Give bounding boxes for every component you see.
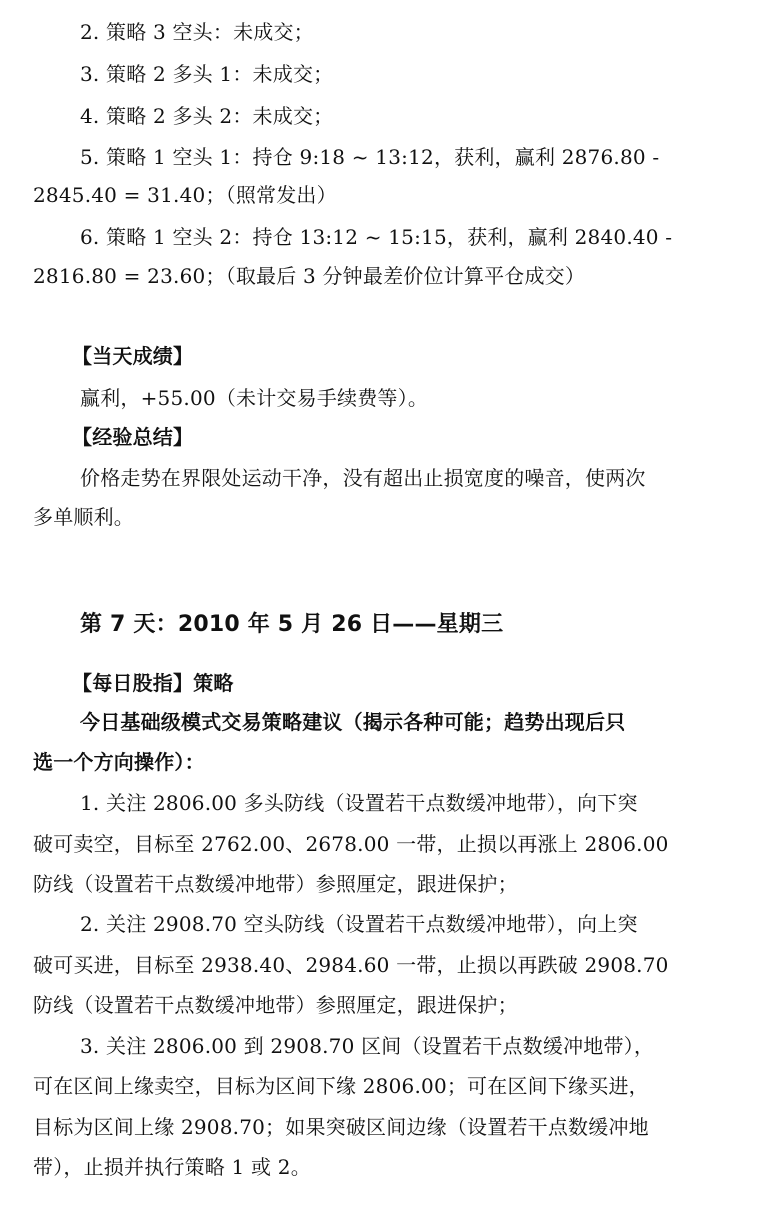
strategy3-line4: 带），止损并执行策略 1 或 2。: [33, 1155, 311, 1179]
experience-line2: 多单顺利。: [33, 505, 134, 529]
list-item-strategy1-short1-line2: 2845.40 = 31.40；（照常发出）: [33, 183, 337, 207]
list-item-strategy2-long1: 3. 策略 2 多头 1：未成交；: [80, 62, 334, 86]
index-strategy-heading: 【每日股指】策略: [72, 671, 234, 695]
suggest-line1: 今日基础级模式交易策略建议（揭示各种可能；趋势出现后只: [80, 710, 626, 734]
strategy1-line1: 1. 关注 2806.00 多头防线（设置若干点数缓冲地带），向下突: [80, 791, 638, 815]
strategy3-line3: 目标为区间上缘 2908.70；如果突破区间边缘（设置若干点数缓冲地: [33, 1115, 649, 1139]
list-item-strategy2-long2: 4. 策略 2 多头 2：未成交；: [80, 104, 334, 128]
suggest-line2: 选一个方向操作）：: [33, 750, 205, 774]
list-item-strategy1-short2-line1: 6. 策略 1 空头 2：持仓 13:12 ~ 15:15，获利，赢利 2840.40 -: [80, 225, 673, 249]
list-item-strategy1-short2-line2: 2816.80 = 23.60；（取最后 3 分钟最差价位计算平仓成交）: [33, 264, 586, 288]
strategy3-line2: 可在区间上缘卖空，目标为区间下缘 2806.00；可在区间下缘买进，: [33, 1074, 649, 1098]
strategy2-line3: 防线（设置若干点数缓冲地带）参照厘定，跟进保护；: [33, 993, 518, 1017]
day-title: 第 7 天：2010 年 5 月 26 日——星期三: [80, 612, 504, 637]
result-text: 赢利，+55.00（未计交易手续费等）。: [80, 386, 429, 410]
strategy2-line2: 破可买进，目标至 2938.40、2984.60 一带，止损以再跌破 2908.70: [33, 953, 669, 977]
strategy1-line3: 防线（设置若干点数缓冲地带）参照厘定，跟进保护；: [33, 872, 518, 896]
strategy3-line1: 3. 关注 2806.00 到 2908.70 区间（设置若干点数缓冲地带），: [80, 1034, 655, 1058]
list-item-strategy3-short: 2. 策略 3 空头：未成交；: [80, 20, 314, 44]
list-item-strategy1-short1-line1: 5. 策略 1 空头 1：持仓 9:18 ~ 13:12，获利，赢利 2876.80 -: [80, 145, 660, 169]
result-heading: 【当天成绩】: [72, 344, 194, 368]
strategy2-line1: 2. 关注 2908.70 空头防线（设置若干点数缓冲地带），向上突: [80, 912, 638, 936]
strategy1-line2: 破可卖空，目标至 2762.00、2678.00 一带，止损以再涨上 2806.00: [33, 832, 669, 856]
experience-heading: 【经验总结】: [72, 425, 194, 449]
experience-line1: 价格走势在界限处运动干净，没有超出止损宽度的噪音，使两次: [80, 466, 646, 490]
